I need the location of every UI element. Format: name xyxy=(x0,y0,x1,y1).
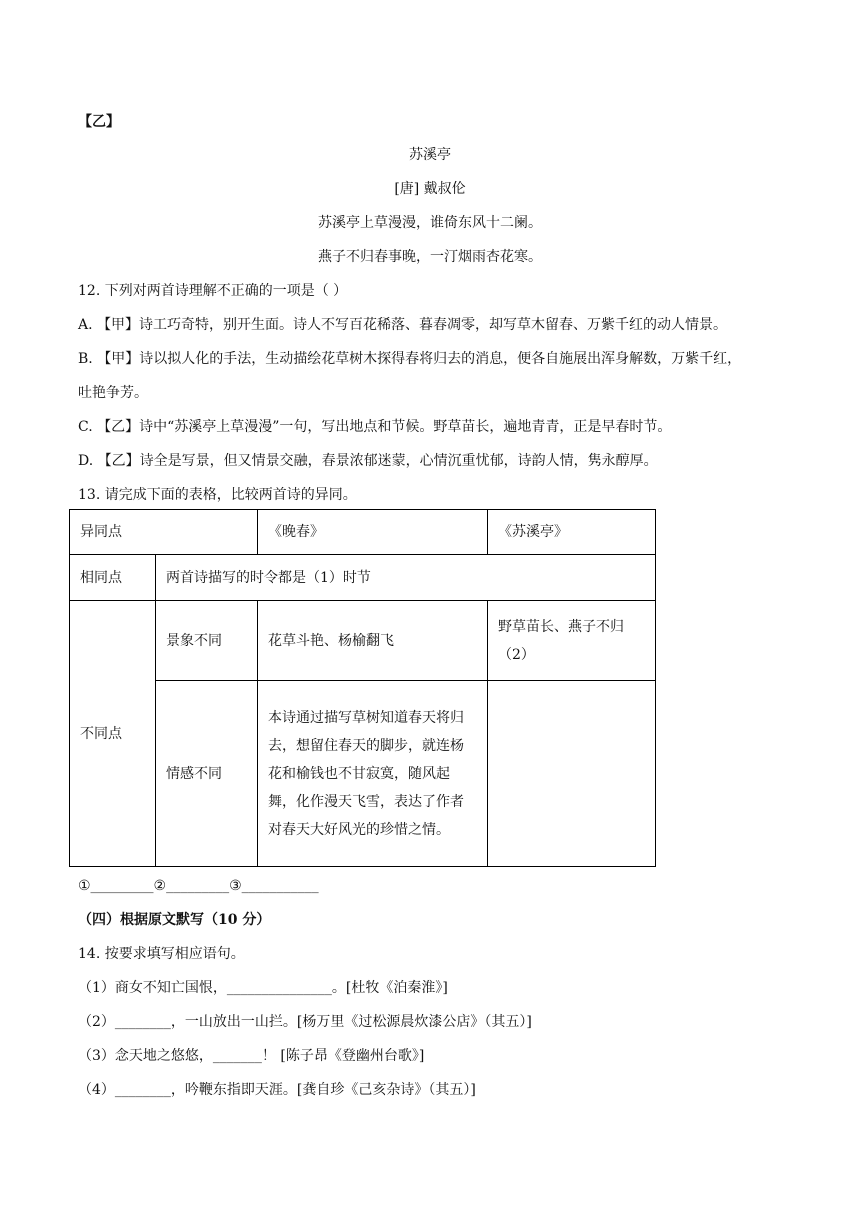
poem-line-1: 苏溪亭上草漫漫，谁倚东风十二阑。 xyxy=(318,215,542,231)
table-scene-label: 景象不同 xyxy=(156,601,258,681)
q14-item-1[interactable]: （1）商女不知亡国恨，_______________。[杜牧《泊秦淮》] xyxy=(78,980,448,996)
q12-option-a: A. 【甲】诗工巧奇特，别开生面。诗人不写百花稀落、暮春凋零，却写草木留春、万紫千红的动人情景。 xyxy=(78,317,728,333)
table-scene-suxi-line1: 野草苗长、燕子不归 xyxy=(498,618,624,635)
table-header-wanchun: 《晚春》 xyxy=(258,510,488,555)
q12-option-d: D. 【乙】诗全是写景，但又情景交融，春景浓郁迷蒙，心情沉重忧郁，诗韵人情，隽永醇厚。 xyxy=(78,453,658,469)
table-emotion-suxi-blank[interactable] xyxy=(488,681,656,867)
table-header-diff: 异同点 xyxy=(70,510,258,555)
poem-line-2: 燕子不归春事晚，一汀烟雨杏花寒。 xyxy=(318,249,542,265)
q14-item-2[interactable]: （2）________，一山放出一山拦。[杨万里《过松源晨炊漆公店》（其五）] xyxy=(78,1014,532,1030)
table-emotion-wanchun xyxy=(258,681,488,867)
section-label-yi: 【乙】 xyxy=(78,114,120,130)
comparison-table xyxy=(69,509,656,867)
poem-author: [唐] 戴叔伦 xyxy=(394,181,466,197)
table-same-text: 两首诗描写的时令都是（1）时节 xyxy=(156,555,656,601)
q12-stem: 12. 下列对两首诗理解不正确的一项是（ ） xyxy=(78,283,348,299)
table-scene-suxi-blank[interactable]: （2） xyxy=(498,646,535,663)
table-emotion-wanchun-text: 本诗通过描写草树知道春天将归去，想留住春天的脚步，就连杨花和榆钱也不甘寂寞，随风起舞，化作漫天飞雪，表达了作者对春天大好风光的珍惜之情。 xyxy=(268,709,464,838)
table-emotion-label: 情感不同 xyxy=(156,681,258,867)
q14-item-4[interactable]: （4）________，吟鞭东指即天涯。[龚自珍《己亥杂诗》（其五）] xyxy=(78,1082,476,1098)
q14-stem: 14. 按要求填写相应语句。 xyxy=(78,946,245,962)
poem-title: 苏溪亭 xyxy=(409,147,451,163)
table-scene-suxi xyxy=(488,601,656,681)
q13-stem: 13. 请完成下面的表格，比较两首诗的异同。 xyxy=(78,487,357,503)
table-diff-label: 不同点 xyxy=(70,601,156,867)
q12-option-b: B. 【甲】诗以拟人化的手法，生动描绘花草树木探得春将归去的消息，便各自施展出浑身解数，万紫千红， xyxy=(78,351,742,367)
table-same-label: 相同点 xyxy=(70,555,156,601)
q12-option-c: C. 【乙】诗中“苏溪亭上草漫漫”一句，写出地点和节候。野草苗长，遍地青青，正是早春时节。 xyxy=(78,419,672,435)
table-header-suxi: 《苏溪亭》 xyxy=(488,510,656,555)
table-scene-wanchun: 花草斗艳、杨榆翻飞 xyxy=(258,601,488,681)
q12-option-b-cont: 吐艳争芳。 xyxy=(78,385,148,401)
section-4-heading: （四）根据原文默写（10 分） xyxy=(78,912,271,928)
q14-item-3[interactable]: （3）念天地之悠悠，_______！ [陈子昂《登幽州台歌》] xyxy=(78,1048,425,1064)
q13-answer-line[interactable]: ①_________②_________③___________ xyxy=(78,878,319,894)
